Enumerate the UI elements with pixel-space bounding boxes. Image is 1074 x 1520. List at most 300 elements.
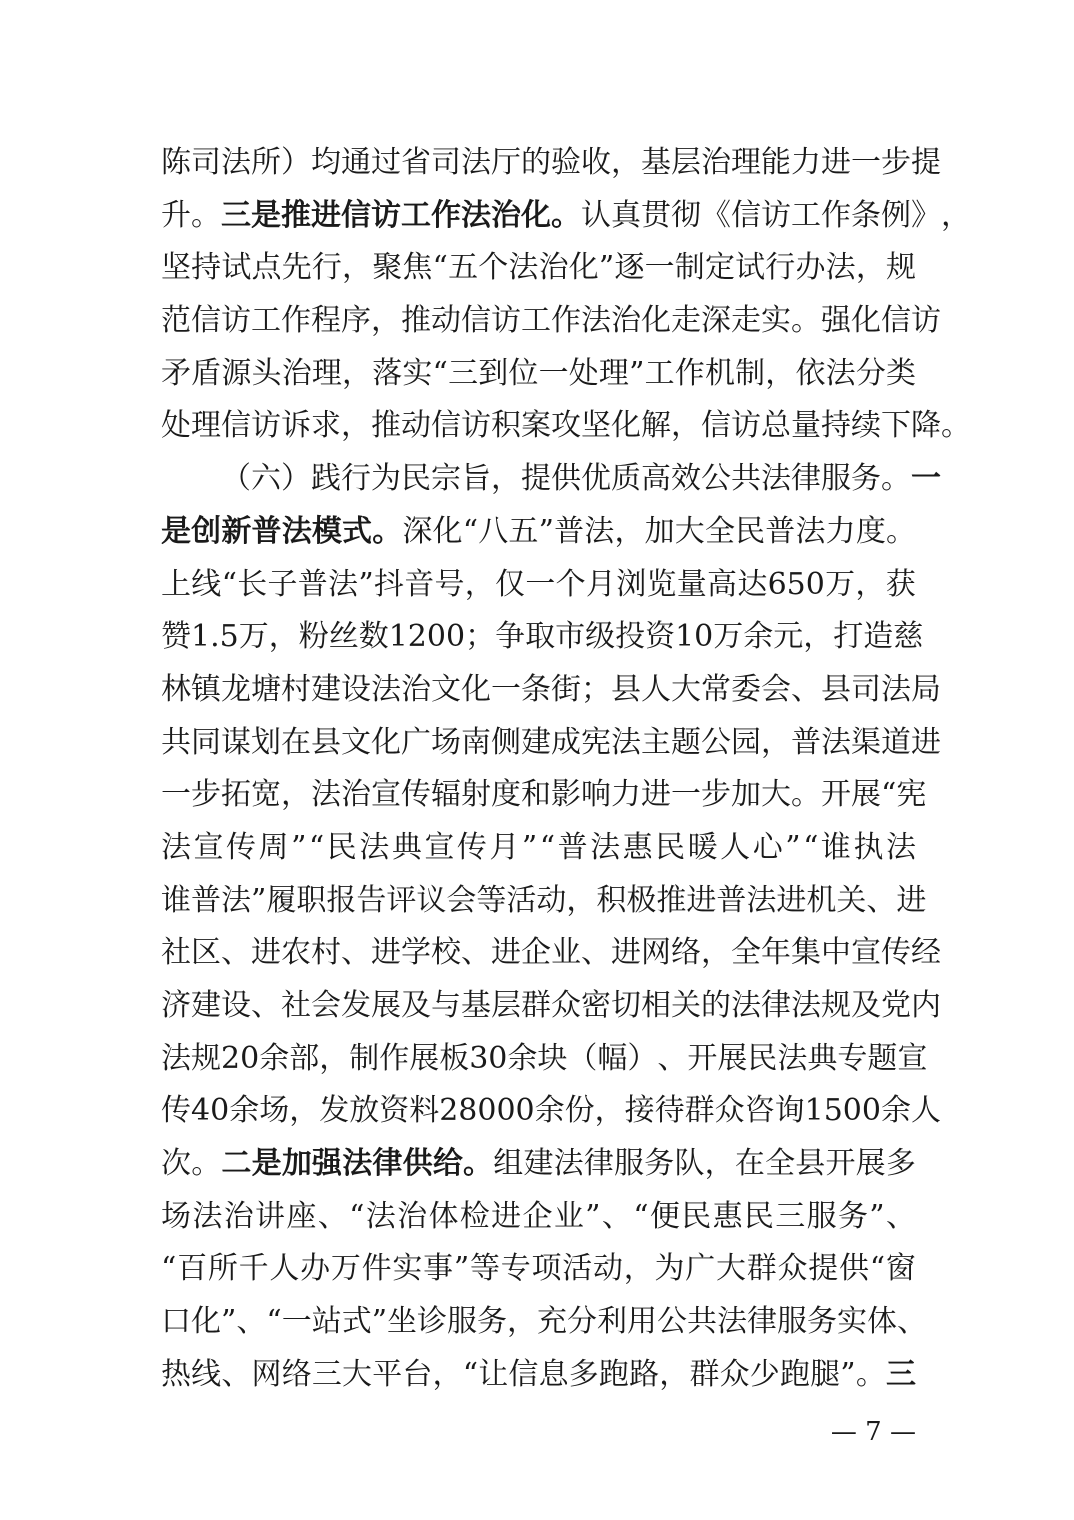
body-text: 理 (191, 408, 221, 444)
bold-text: 模 (311, 513, 342, 549)
body-text: 人 (910, 1093, 941, 1129)
body-text: 处 (568, 355, 599, 391)
body-text: 司 (431, 145, 461, 180)
body-text: 村 (281, 671, 311, 707)
document-body (161, 137, 971, 1402)
body-text: ） (281, 145, 311, 180)
body-text: 访 (461, 408, 491, 444)
body-text: “ (633, 1198, 649, 1234)
body-text: 文 (431, 671, 461, 707)
body-text: ， (491, 461, 521, 497)
body-text: 文 (341, 724, 371, 760)
body-text: 八 (478, 513, 509, 549)
body-text: 法 (791, 988, 821, 1023)
body-text: 治 (397, 1198, 428, 1234)
body-text: 利 (597, 1304, 628, 1340)
body-text: 步 (191, 777, 221, 813)
body-text: 聚 (372, 250, 403, 286)
body-text: 建 (521, 724, 551, 760)
body-text: ， (371, 303, 401, 339)
body-text: 响 (581, 777, 611, 813)
body-text: 农 (281, 935, 311, 971)
body-text: 、 (251, 988, 281, 1023)
body-text: 进 (491, 935, 521, 971)
body-text: （ (567, 1040, 598, 1076)
body-text: 法 (221, 145, 251, 180)
body-text: 30 (469, 1040, 508, 1076)
body-text: 下 (881, 408, 911, 444)
body-text: 进 (491, 1198, 522, 1234)
body-text: 在 (734, 1146, 765, 1182)
body-text: 开 (825, 1146, 856, 1182)
body-text: 动 (536, 882, 567, 918)
body-text: 览 (646, 566, 677, 602)
body-text: 进 (686, 882, 717, 918)
body-text: 业 (553, 1198, 584, 1234)
body-text: 、 (885, 1198, 916, 1234)
body-text: 持 (191, 250, 222, 286)
body-text: 高 (641, 461, 671, 497)
body-text: 信 (461, 303, 491, 339)
body-text: 作 (674, 355, 705, 391)
body-text: 口 (161, 1304, 191, 1340)
body-text: 治 (223, 1198, 254, 1234)
body-text: 法 (192, 1198, 223, 1234)
body-text: 侧 (491, 724, 521, 760)
body-text: 先 (281, 250, 312, 286)
body-text: 学 (401, 935, 431, 971)
body-text: 宣 (424, 829, 455, 865)
body-text: 普 (716, 882, 747, 918)
body-text: 林 (161, 671, 191, 707)
body-text: 建 (523, 1146, 554, 1182)
body-text: 验 (551, 145, 581, 180)
body-text: 实 (761, 303, 791, 339)
body-text: 数 (358, 619, 389, 655)
body-text: 所 (207, 1251, 238, 1287)
body-text: 大 (671, 671, 701, 707)
body-text: 。 (191, 197, 221, 233)
body-text: 源 (221, 355, 252, 391)
body-text: “ (462, 1356, 479, 1392)
body-text: 践 (311, 461, 341, 497)
body-text: 发 (319, 1093, 350, 1129)
body-text: 余 (743, 619, 774, 655)
body-text: ” (291, 829, 307, 865)
body-text: 治 (611, 303, 641, 339)
body-text: 众 (719, 1356, 750, 1392)
body-text: 广 (685, 1251, 716, 1287)
body-text: ” (629, 355, 645, 391)
body-text: 宣 (193, 829, 224, 865)
body-text: 次 (161, 1146, 191, 1182)
body-text: 能 (761, 145, 791, 180)
body-text: 获 (885, 566, 916, 602)
bold-text: 。 (551, 197, 581, 233)
body-text: 众 (777, 1251, 808, 1287)
body-text: 10 (675, 619, 714, 655)
body-text: 县 (821, 671, 851, 707)
body-text: 访 (911, 303, 941, 339)
body-text: 元 (773, 619, 804, 655)
body-text: ， (432, 1356, 463, 1392)
bold-text: 法 (461, 197, 491, 233)
body-text: 理 (311, 355, 342, 391)
body-text: 、 (221, 1356, 252, 1392)
body-text: 密 (581, 988, 611, 1023)
body-text: 加 (644, 513, 675, 549)
body-text: “ (869, 1251, 886, 1287)
body-text: 级 (585, 619, 616, 655)
body-text: 法 (717, 1304, 748, 1340)
body-text: 项 (531, 1251, 562, 1287)
body-text: 实 (837, 1304, 868, 1340)
body-text: 六 (251, 461, 281, 497)
body-text: 厅 (491, 145, 521, 180)
body-text: 层 (671, 145, 701, 180)
body-text: 访 (221, 303, 251, 339)
body-text: 量 (791, 408, 821, 444)
body-text: 展 (855, 1146, 886, 1182)
body-text: 行 (765, 250, 796, 286)
body-text: 社 (161, 935, 191, 971)
text-line (161, 137, 941, 190)
body-text: 法 (731, 988, 761, 1023)
text-line (161, 822, 916, 875)
body-text: 询 (774, 1093, 805, 1129)
body-text: 谁 (820, 829, 851, 865)
body-text: 访 (731, 408, 761, 444)
body-text: 层 (491, 988, 521, 1023)
body-text: 法 (590, 829, 621, 865)
text-line (161, 242, 916, 295)
body-text: 服 (614, 1146, 645, 1182)
body-text: 类 (885, 355, 916, 391)
body-text: 。 (881, 461, 911, 497)
body-text: “ (266, 1304, 282, 1340)
body-text: 惠 (712, 1198, 743, 1234)
body-text: 县 (611, 671, 641, 707)
body-text: ， (765, 355, 796, 391)
text-line (161, 1191, 916, 1244)
body-text: 、 (317, 1198, 348, 1234)
body-text: 展 (851, 777, 881, 813)
body-text: 三 (311, 1356, 342, 1392)
body-text: 制 (735, 355, 766, 391)
body-text: 办 (795, 250, 826, 286)
body-text: 深 (402, 513, 433, 549)
body-text: 大 (761, 777, 791, 813)
body-text: ） (281, 461, 311, 497)
body-text: 群 (684, 1093, 715, 1129)
body-text: 成 (551, 724, 581, 760)
body-text: 园 (731, 724, 761, 760)
body-text: 一 (644, 250, 675, 286)
body-text: 号 (434, 566, 465, 602)
body-text: 律 (791, 461, 821, 497)
bold-text: 是 (161, 513, 191, 549)
body-text: 检 (459, 1198, 490, 1234)
body-text: ， (659, 1356, 690, 1392)
text-line (161, 190, 971, 243)
body-text: 走 (671, 303, 701, 339)
body-text: 焦 (402, 250, 433, 286)
body-text: 料 (409, 1093, 440, 1129)
body-text: 展 (409, 1040, 440, 1076)
bold-text: 创 (191, 513, 222, 549)
body-text: 专 (837, 1040, 868, 1076)
body-text: 诉 (281, 408, 311, 444)
body-text: 五 (448, 250, 479, 286)
body-text: 供 (838, 1251, 869, 1287)
body-text: ， (342, 250, 373, 286)
body-text: 。 (855, 1356, 886, 1392)
body-text: 村 (311, 935, 341, 971)
body-text: 同 (191, 724, 221, 760)
body-text: 制 (349, 1040, 380, 1076)
body-text: 信 (221, 408, 251, 444)
body-text: 贯 (641, 197, 671, 233)
body-text: 份 (564, 1093, 595, 1129)
body-text: 宪 (896, 777, 927, 813)
bold-text: 访 (371, 197, 401, 233)
body-text: 司 (191, 145, 221, 180)
body-text: 普 (557, 829, 588, 865)
body-text: 达 (737, 566, 768, 602)
body-text: ， (289, 1093, 320, 1129)
body-text: 资 (645, 619, 676, 655)
body-text: 化 (851, 303, 881, 339)
body-text: 中 (821, 935, 851, 971)
body-text: 议 (416, 882, 447, 918)
body-text: 集 (791, 935, 821, 971)
bold-text: 普 (251, 513, 282, 549)
body-text: 法 (584, 513, 615, 549)
body-text: 辐 (431, 777, 461, 813)
body-text: 平 (372, 1356, 403, 1392)
body-text: 余 (259, 1040, 290, 1076)
body-text: 传 (161, 1093, 191, 1129)
body-text: 诊 (417, 1304, 448, 1340)
text-line (161, 453, 941, 506)
body-text: 一 (538, 355, 569, 391)
body-text: 上 (161, 566, 191, 602)
body-text: 1500 (804, 1093, 881, 1129)
body-text: 群 (689, 1356, 720, 1392)
body-text: 坐 (387, 1304, 418, 1340)
body-text: 进 (251, 935, 281, 971)
body-text: 续 (851, 408, 881, 444)
body-text: 法 (461, 145, 491, 180)
body-text: 。 (791, 303, 821, 339)
body-text: ” (785, 829, 801, 865)
body-text: 台 (402, 1356, 433, 1392)
body-text: 大 (674, 513, 705, 549)
text-line (161, 980, 941, 1033)
body-text: 宣 (897, 1040, 928, 1076)
body-text: 、 (461, 935, 491, 971)
text-line (161, 506, 916, 559)
body-text: 履 (266, 882, 297, 918)
body-text: 法 (553, 1146, 584, 1182)
body-text: 典 (807, 1040, 838, 1076)
body-text: 慈 (893, 619, 924, 655)
body-text: 活 (562, 1251, 593, 1287)
body-text: 为 (654, 1251, 685, 1287)
bold-text: 新 (221, 513, 252, 549)
bold-text: 。 (372, 513, 403, 549)
body-text: 争 (495, 619, 526, 655)
body-text: “ (462, 513, 479, 549)
body-text: 题 (867, 1040, 898, 1076)
body-text: 体 (428, 1198, 459, 1234)
body-text: 务 (837, 1198, 868, 1234)
body-text: 法 (365, 1198, 396, 1234)
bold-text: 法 (342, 1146, 373, 1182)
body-text: 全 (731, 935, 761, 971)
body-text: “ (349, 1198, 365, 1234)
body-text: 法 (611, 724, 641, 760)
body-text: ， (341, 408, 371, 444)
body-text: 司 (851, 671, 881, 707)
body-text: 服 (777, 1304, 808, 1340)
body-text: 线 (191, 566, 222, 602)
body-text: 宣 (371, 777, 401, 813)
body-text: 提 (521, 461, 551, 497)
body-text: 投 (615, 619, 646, 655)
body-text: 谋 (221, 724, 251, 760)
body-text: 一 (671, 777, 701, 813)
body-text: 公 (701, 724, 731, 760)
body-text: 推 (371, 408, 401, 444)
body-text: ” (538, 513, 554, 549)
body-text: 加 (731, 777, 761, 813)
body-text: ， (704, 1146, 735, 1182)
body-text: 法 (311, 777, 341, 813)
body-text: 。 (191, 1146, 222, 1182)
body-text: 众 (551, 988, 581, 1023)
body-text: 民 (681, 1198, 712, 1234)
bold-text: 一 (911, 461, 941, 497)
body-text: 法 (825, 355, 856, 391)
body-text: 效 (671, 461, 701, 497)
body-text: 接 (624, 1093, 655, 1129)
bold-text: 给 (432, 1146, 463, 1182)
body-text: 化 (461, 671, 491, 707)
body-text: 旨 (461, 461, 491, 497)
body-text: 、 (236, 1304, 267, 1340)
body-text: 待 (654, 1093, 685, 1129)
body-text: 基 (641, 145, 671, 180)
body-text: 赞 (161, 619, 191, 655)
text-line (161, 1138, 916, 1191)
body-text: 事 (423, 1251, 454, 1287)
body-text: 万 (713, 619, 744, 655)
body-text: 律 (583, 1146, 614, 1182)
body-text: 力 (611, 777, 641, 813)
body-text: ” (598, 250, 615, 286)
body-text: 职 (296, 882, 327, 918)
body-text: 长 (237, 566, 268, 602)
body-text: 规 (885, 250, 916, 286)
body-text: 多 (885, 1146, 916, 1182)
body-text: 年 (761, 935, 791, 971)
body-text: 企 (521, 935, 551, 971)
body-text: 分 (567, 1304, 598, 1340)
body-text: 与 (431, 988, 461, 1023)
body-text: 传 (456, 829, 487, 865)
body-text: 定 (704, 250, 735, 286)
body-text: ； (465, 619, 496, 655)
body-text: 解 (641, 408, 671, 444)
body-text: 序 (341, 303, 371, 339)
body-text: 取 (525, 619, 556, 655)
body-text: 进 (371, 935, 401, 971)
body-text: 、 (581, 935, 611, 971)
body-text: 、 (791, 671, 821, 707)
body-text: 人 (269, 1251, 300, 1287)
body-text: ， (623, 1251, 654, 1287)
body-text: 龙 (221, 671, 251, 707)
body-text: 全 (704, 513, 735, 549)
body-text: 位 (508, 355, 539, 391)
body-text: 法 (508, 250, 539, 286)
body-text: 头 (251, 355, 282, 391)
body-text: 热 (161, 1356, 191, 1392)
body-text: 、 (866, 882, 897, 918)
body-text: 务 (644, 1146, 675, 1182)
body-text: 度 (855, 513, 886, 549)
body-text: 行 (341, 461, 371, 497)
body-text: 经 (911, 935, 941, 971)
text-line (161, 348, 916, 401)
body-text: 民 (655, 829, 686, 865)
bold-text: 推 (281, 197, 311, 233)
body-text: 充 (537, 1304, 568, 1340)
body-text: ， (611, 145, 641, 180)
body-text: 部 (289, 1040, 320, 1076)
body-text: 打 (833, 619, 864, 655)
body-text: 等 (469, 1251, 500, 1287)
body-text: 浏 (616, 566, 647, 602)
body-text: 件 (361, 1251, 392, 1287)
body-text: ， (507, 1304, 538, 1340)
body-text: 展 (717, 1040, 748, 1076)
body-text: 络 (671, 935, 701, 971)
body-text: 体 (867, 1304, 898, 1340)
body-text: 渠 (851, 724, 881, 760)
body-text: 、 (897, 1304, 928, 1340)
body-text: 处 (161, 408, 191, 444)
body-text: 例 (881, 197, 911, 233)
bold-text: 化 (521, 197, 551, 233)
body-text: 法 (825, 250, 856, 286)
body-text: 民 (401, 461, 431, 497)
body-text: 众 (714, 1093, 745, 1129)
body-text: 射 (461, 777, 491, 813)
body-text: 动 (401, 408, 431, 444)
body-text: 南 (461, 724, 491, 760)
bold-text: 供 (402, 1146, 433, 1182)
body-text: 周 (258, 829, 289, 865)
body-text: 普 (191, 882, 221, 918)
body-text: 、 (657, 1040, 688, 1076)
body-text: （ (221, 461, 251, 497)
body-text: 动 (592, 1251, 623, 1287)
body-text: 主 (641, 724, 671, 760)
body-text: 广 (401, 724, 431, 760)
body-text: 县 (795, 1146, 826, 1182)
